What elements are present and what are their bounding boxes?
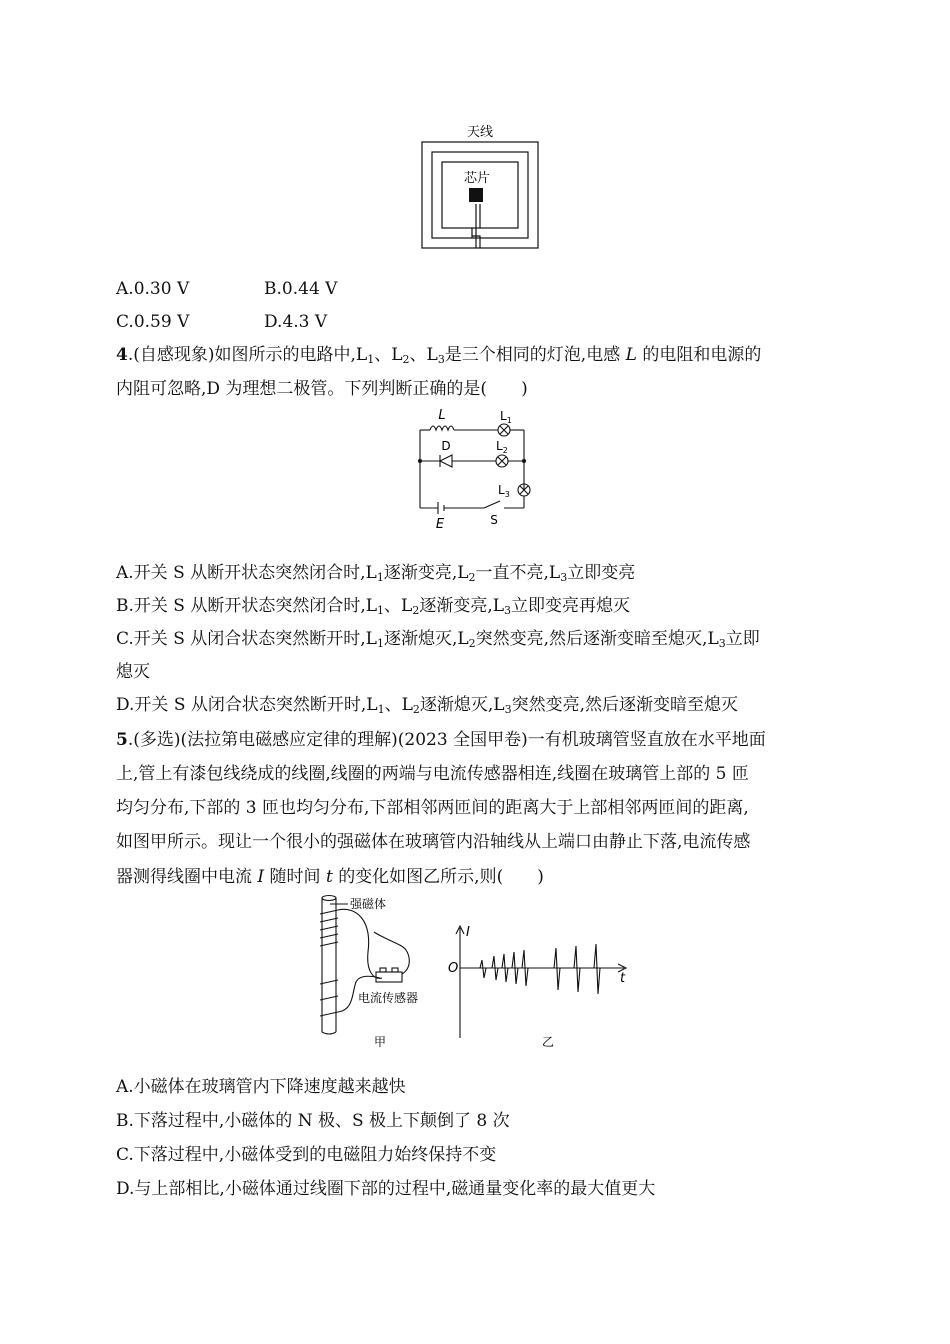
label-battery: E [435, 517, 445, 532]
q4-option-b: B.开关 S 从断开状态突然闭合时$,L_1$、$L_2$逐渐变亮$,L_3$立即变亮再熄灭 [116, 596, 631, 617]
q5-option-c: C.下落过程中,小磁体受到的电磁阻力始终保持不变 [116, 1145, 497, 1165]
label-sensor: 电流传感器 [358, 991, 419, 1005]
axis-label-i: I [466, 925, 470, 940]
q5-stem-line5: 器测得线圈中电流 I 随时间 t 的变化如图乙所示,则( ) [116, 867, 544, 887]
junction-dot-left [418, 459, 422, 463]
label-jia: 甲 [373, 1035, 387, 1049]
q5-figure-jia [316, 892, 446, 1052]
q4-circuit-figure [410, 404, 540, 532]
q3-option-c: C.0.59 V [116, 312, 190, 332]
q4-option-a: A.开关 S 从断开状态突然闭合时$,L_1$逐渐变亮$,L_2$一直不亮$,L_3$立即变亮 [116, 563, 636, 584]
chip-icon [469, 188, 483, 202]
label-l2: $L_2$ [496, 439, 508, 455]
antenna-label: 天线 [466, 125, 494, 140]
q5-stem-line1: 5.(多选)(法拉第电磁感应定律的理解)(2023 全国甲卷)一有机玻璃管竖直放在水平地面 [116, 730, 766, 750]
q4-option-c: C.开关 S 从闭合状态突然断开时$,L_1$逐渐熄灭$,L_2$突然变亮,然后逐渐变暗至熄灭$,L_3$立即 [116, 629, 760, 650]
chip-label: 芯片 [463, 171, 491, 186]
axis-label-t: t [620, 971, 626, 986]
q5-stem-line4: 如图甲所示。现让一个很小的强磁体在玻璃管内沿轴线从上端口由静止下落,电流传感 [116, 832, 751, 852]
label-diode: D [441, 439, 451, 453]
label-yi: 乙 [541, 1035, 555, 1049]
label-inductor: L [438, 408, 446, 423]
label-l1: $L_1$ [500, 409, 512, 425]
q5-option-b: B.下落过程中,小磁体的 N 极、S 极上下颠倒了 8 次 [116, 1111, 510, 1131]
q5-figure-yi [444, 922, 634, 1054]
label-l3: $L_3$ [498, 483, 510, 499]
q4-option-d: D.开关 S 从闭合状态突然断开时$,L_1$、$L_2$逐渐熄灭$,L_3$突然变亮,然后逐渐变暗至熄灭 [116, 695, 738, 716]
q4-stem-line1: 4.(自感现象)如图所示的电路中$,L_1$、$L_2$、$L_3$是三个相同的灯泡,电感 L 的电阻和电源的 [116, 345, 762, 366]
label-magnet: 强磁体 [350, 897, 387, 911]
junction-dot-right [522, 459, 526, 463]
q3-option-d: D.4.3 V [264, 312, 328, 332]
label-switch: S [490, 513, 498, 527]
q3-option-a: A.0.30 V [116, 279, 190, 299]
q5-stem-line3: 均匀分布,下部的 3 匝也均匀分布,下部相邻两匝间的距离大于上部相邻两匝间的距离, [116, 798, 749, 818]
antenna-chip-figure [410, 120, 550, 252]
q3-option-b: B.0.44 V [264, 279, 338, 299]
q4-stem-line2: 内阻可忽略,D 为理想二极管。下列判断正确的是( ) [116, 379, 528, 399]
q4-option-c-line2: 熄灭 [116, 662, 150, 682]
q5-option-d: D.与上部相比,小磁体通过线圈下部的过程中,磁通量变化率的最大值更大 [116, 1179, 656, 1199]
axis-label-origin: O [448, 961, 459, 976]
q5-option-a: A.小磁体在玻璃管内下降速度越来越快 [116, 1077, 406, 1097]
q5-stem-line2: 上,管上有漆包线绕成的线圈,线圈的两端与电流传感器相连,线圈在玻璃管上部的 5 匝 [116, 764, 749, 784]
